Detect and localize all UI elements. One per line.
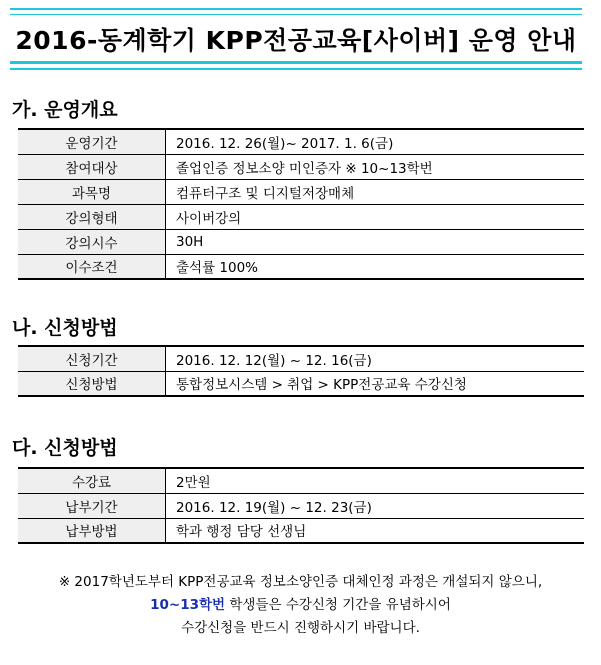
section-heading-overview: 가. 운영개요 [12, 99, 118, 121]
row-key: 수강료 [18, 468, 166, 493]
table-row [18, 254, 584, 279]
row-key: 납부기간 [18, 493, 166, 518]
table-row [18, 154, 584, 179]
row-key: 강의형태 [18, 204, 166, 229]
row-value: 2016. 12. 26(월)~ 2017. 1. 6(금) [166, 129, 585, 154]
section-heading-application: 나. 신청방법 [12, 317, 118, 339]
table-row [18, 346, 584, 371]
table-row [18, 179, 584, 204]
row-key: 운영기간 [18, 129, 166, 154]
table-row [18, 129, 584, 154]
table-row [18, 371, 584, 396]
row-value: 2016. 12. 19(월) ~ 12. 23(금) [166, 493, 585, 518]
row-value: 사이버강의 [166, 204, 585, 229]
footnote-highlight-cohort: 10~13학번 [150, 597, 226, 613]
payment-table [18, 467, 584, 544]
footnote-line-2-rest: 학생들은 수강신청 기간을 유념하시어 [225, 597, 451, 613]
row-value: 30H [166, 229, 585, 254]
table-row [18, 493, 584, 518]
row-key: 참여대상 [18, 154, 166, 179]
row-value: 컴퓨터구조 및 디지털저장매체 [166, 179, 585, 204]
section-heading-payment: 다. 신청방법 [12, 437, 118, 459]
table-row [18, 518, 584, 543]
row-key: 이수조건 [18, 254, 166, 279]
row-value: 학과 행정 담당 선생님 [166, 518, 585, 543]
row-key: 신청기간 [18, 346, 166, 371]
row-key: 신청방법 [18, 371, 166, 396]
footnote-line-2 [0, 594, 601, 617]
row-value: 2만원 [166, 468, 585, 493]
footnote [0, 571, 601, 640]
table-row [18, 468, 584, 493]
row-key: 과목명 [18, 179, 166, 204]
row-value: 출석률 100% [166, 254, 585, 279]
page-title: 2016-동계학기 KPP전공교육[사이버] 운영 안내 [15, 26, 577, 55]
title-banner [10, 8, 582, 70]
table-row [18, 204, 584, 229]
row-key: 강의시수 [18, 229, 166, 254]
application-table [18, 345, 584, 397]
row-value: 2016. 12. 12(월) ~ 12. 16(금) [166, 346, 585, 371]
row-key: 납부방법 [18, 518, 166, 543]
overview-table [18, 128, 584, 280]
row-value: 통합정보시스템 > 취업 > KPP전공교육 수강신청 [166, 371, 585, 396]
footnote-line-3: 수강신청을 반드시 진행하시기 바랍니다. [181, 620, 420, 636]
row-value: 졸업인증 정보소양 미인증자 ※ 10~13학번 [166, 154, 585, 179]
table-row [18, 229, 584, 254]
footnote-line-1: ※ 2017학년도부터 KPP전공교육 정보소양인증 대체인정 과정은 개설되지 않으니, [58, 574, 543, 590]
